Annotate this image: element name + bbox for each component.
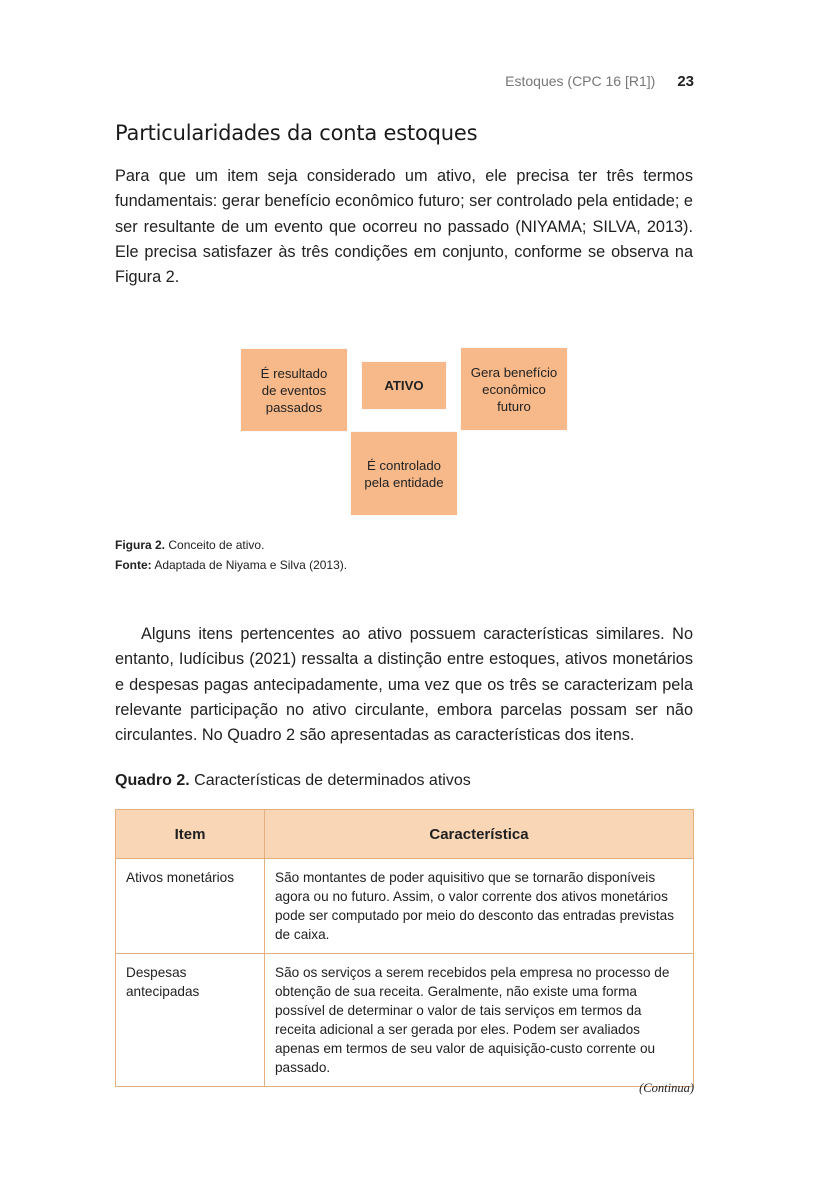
body-paragraph: Alguns itens pertencentes ao ativo possuem características similares. No entanto, Iudícibus (2021) ressalta a distinção entre estoques, ativos monetários e despesas pagas antecipadamente, uma vez que os três se caracterizam pela relevante participação no ativo circulante, embora parcelas possam ser não circulantes. No Quadro 2 são apresentadas as características dos itens. <box>115 625 693 745</box>
figure-caption-label: Figura 2. <box>115 538 166 552</box>
diagram-box-future-benefit <box>461 348 567 430</box>
table-title-text: Características de determinados ativos <box>194 772 471 789</box>
diagram-box-label: É resultado de eventos passados <box>260 365 328 415</box>
table-cell-item: Ativos monetários <box>116 859 265 954</box>
table-title <box>115 772 471 790</box>
table-cell-description: São montantes de poder aquisitivo que se tornarão disponíveis agora ou no futuro. Assim, o valor corrente dos ativos monetários pode ser computado por meio do desconto das entradas previstas de caixa. <box>265 859 694 954</box>
diagram-box-past-events <box>241 349 347 431</box>
figure-caption <box>115 538 264 552</box>
running-title: Estoques (CPC 16 [R1]) <box>505 73 656 89</box>
table-row <box>116 954 694 1087</box>
table-cell-item: Despesas antecipadas <box>116 954 265 1087</box>
diagram-box-label: ATIVO <box>384 378 424 393</box>
section-title: Particularidades da conta estoques <box>115 121 478 145</box>
figure-caption-text: Conceito de ativo. <box>168 538 265 552</box>
diagram-box-label: Gera benefício econômico futuro <box>470 364 558 414</box>
diagram-box-ativo <box>362 362 446 409</box>
table-title-label: Quadro 2. <box>115 772 190 789</box>
figure-source-text: Adaptada de Niyama e Silva (2013). <box>154 558 348 572</box>
column-header-characteristic: Característica <box>265 810 694 859</box>
column-header-item: Item <box>116 810 265 859</box>
continuation-note: (Continua) <box>639 1081 694 1095</box>
table-cell-description: São os serviços a serem recebidos pela empresa no processo de obtenção de sua receita. Geralmente, não existe uma forma possível de determinar o valor de tais serviços em termos da receita adicional a ser gerada por eles. Podem ser avaliados apenas em termos de seu valor de aquisição-custo corrente ou passado. <box>265 954 694 1087</box>
diagram-box-label: É controlado pela entidade <box>364 457 444 490</box>
intro-paragraph: Para que um item seja considerado um ativo, ele precisa ter três termos fundamentais: gerar benefício econômico futuro; ser controlado pela entidade; e ser resultante de um evento que ocorreu no passado (NIYAMA; SILVA, 2013). Ele precisa satisfazer às três condições em conjunto, conforme se observa na Figura 2. <box>115 167 693 287</box>
figure-source <box>115 558 347 572</box>
page-number: 23 <box>677 73 694 90</box>
table-row <box>116 859 694 954</box>
diagram-box-controlled <box>351 432 457 515</box>
figure-source-label: Fonte: <box>115 558 152 572</box>
table-header-row <box>116 810 694 859</box>
characteristics-table <box>115 809 694 1087</box>
running-header <box>505 73 694 90</box>
